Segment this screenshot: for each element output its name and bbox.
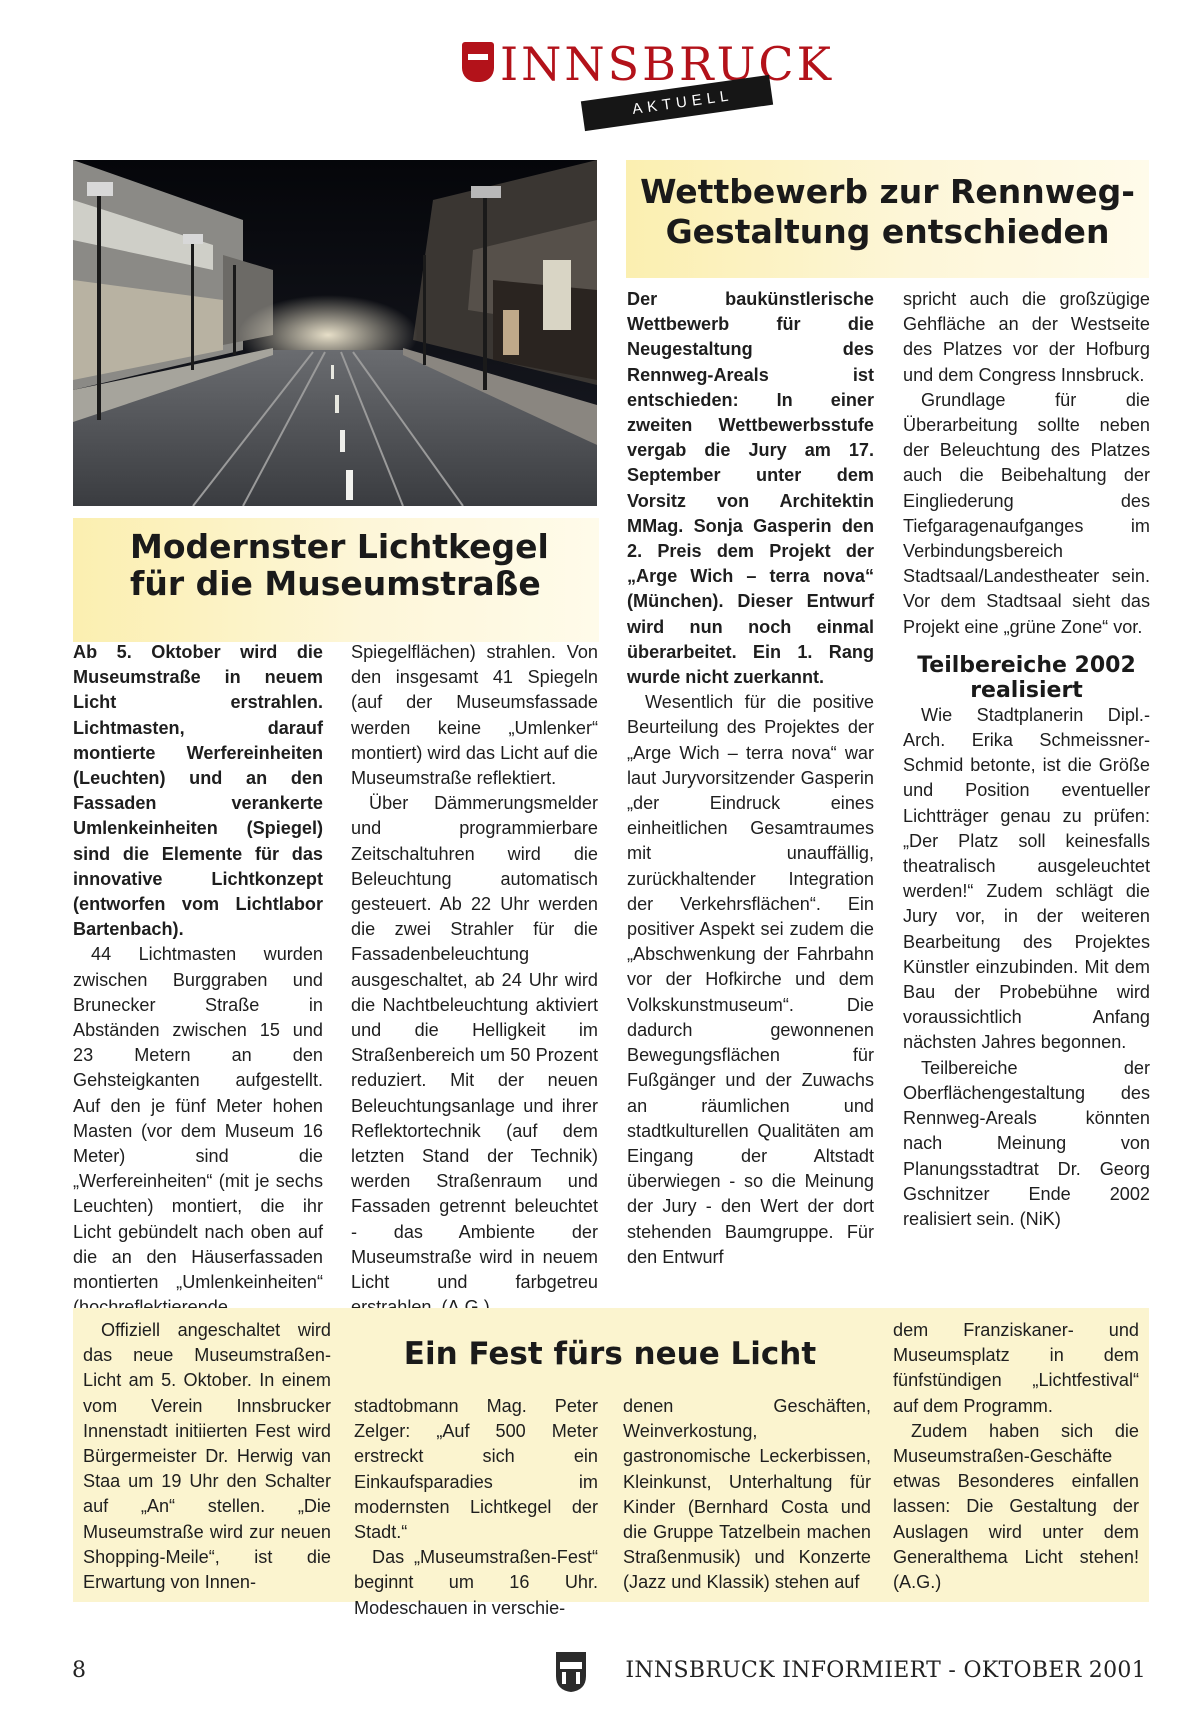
article1-headline xyxy=(130,528,549,602)
article2-paragraph: Wesentlich für die positive Beurteilung des Projektes der „Arge Wich – terra nova“ war laut Juryvorsitzender Gasperin „der Eindruck eines einheitlichen Gesamtraumes mit unauffällig, zurückhaltender Integration der Verkehrsflächen“. Ein positiver Aspekt sei zudem die „Abschwenkung der Fahrbahn vor der Hofkirche und dem Volkskunstmuseum“. Die dadurch gewonnenen Bewegungsflächen für Fußgänger und der Zuwachs an räumlichen und stadtkulturellen Qualitäten am Eingang der Altstadt überwiegen - so die Meinung der Jury - den Wert der dort stehenden Baumgruppe. Für den Entwurf xyxy=(627,692,874,1267)
article1-paragraph: 44 Lichtmasten wurden zwischen Burggraben und Brunecker Straße in Abständen zwischen 15 und 23 Metern an den Gehsteigkanten aufgestellt. Auf den je fünf Meter hohen Masten (vor dem Museum 16 Meter) sind die „Werfereinheiten“ (mit je sechs Leuchten) montiert, die ihr Licht gebündelt nach oben auf die an den Häuserfassaden montierten „Umlenkeinheiten“ xyxy=(73,944,323,1293)
page-number: 8 xyxy=(72,1658,86,1683)
crest-bar xyxy=(468,54,488,60)
article2-paragraph: Grundlage für die Überarbeitung sollte neben der Beleuchtung des Platzes auch die Beibehaltung der Eingliederung des Tiefgaragenaufganges im Verbindungsbereich Stadtsaal/Landestheater sein. Vor dem Stadtsaal sieht das Projekt eine „grüne Zone“ vor. xyxy=(903,389,1150,637)
article3-column2 xyxy=(354,1394,598,1621)
article1-paragraph: Über Dämmerungsmelder und programmierbare Zeitschaltuhren wird die Beleuchtung automatisch gesteuert. Ab 22 Uhr werden die zwei Strahler für die Fassadenbeleuchtung ausgeschaltet, ab 24 Uhr wird die Nachtbeleuchtung aktiviert und die Helligkeit im Straßenbereich um 50 Prozent reduziert. Mit der neuen Beleuchtungsanlage und ihrer Reflektortechnik (auf dem letzten Stand der Technik) werden Straßenraum und Fassaden getrennt beleuchtet - das Ambiente der Museumstraße wird in neuem Licht und farbgetreu xyxy=(351,793,598,1293)
article3-paragraph: Offiziell angeschaltet wird das neue Museumstraßen-Licht am 5. Oktober. In einem vom Verein Innsbrucker Innenstadt initiierten Fest wird Bürgermeister Dr. Herwig van Staa um 19 Uhr den Schalter auf „An“ stellen. „Die Museumstraße wird zur neuen Shopping-Meile“, ist die Erwartung von Innen- xyxy=(83,1320,331,1593)
article3-column4 xyxy=(893,1318,1139,1595)
article3-paragraph: dem Franziskaner- und Museumsplatz in dem fünfstündigen „Lichtfestival“ auf dem Programm. xyxy=(893,1320,1139,1416)
article3-headline: Ein Fest fürs neue Licht xyxy=(403,1336,817,1372)
article1-paragraph: Spiegelflächen) strahlen. Von den insgesamt 41 Spiegeln (auf der Museumsfassade werden keine „Umlenker“ montiert) wird das Licht auf die Museumstraße reflektiert. xyxy=(351,642,598,789)
article3-column1 xyxy=(83,1318,331,1595)
article1-headline-line1: Modernster Lichtkegel xyxy=(130,527,549,566)
article2-subhead-line2: realisiert xyxy=(970,677,1083,703)
article2-lead: Der baukünstlerische Wettbewerb für die Neugestaltung des Rennweg-Areals ist entschieden: In einer zweiten Wettbewerbsstufe vergab die Jury am 17. September unter dem Vorsitz von Architektin MMag. Sonja Gasperin den 2. Preis dem Projekt der „Arge Wich – terra nova“ (München). Dieser Entwurf wird nun noch einmal überarbeitet. Ein 1. Rang wurde nicht zuerkannt. xyxy=(627,289,874,688)
article1-headline-line2: für die Museumstraße xyxy=(130,564,541,603)
article2-column2 xyxy=(903,287,1150,1232)
article1-lead: Ab 5. Oktober wird die Museumstraße in neuem Licht erstrahlen. Lichtmasten, darauf montierte Werfereinheiten (Leuchten) und an den Fassaden verankerte Umlenkeinheiten (Spiegel) sind die Elemente für das innovative Lichtkonzept (entworfen vom Lichtlabor Bartenbach). xyxy=(73,642,323,940)
article3-paragraph: denen Geschäften, Weinverkostung, gastronomische Leckerbissen, Kleinkunst, Unterhaltung für Kinder (Bernhard Costa und die Gruppe Tatzelbein machen Straßenmusik) und Konzerte (Jazz und Klassik) stehen auf xyxy=(623,1396,871,1593)
masthead-sub: AKTUELL xyxy=(631,87,735,118)
street-night-photo xyxy=(73,160,597,506)
article3-paragraph: Das „Museumstraßen-Fest“ beginnt um 16 Uhr. Modeschauen in verschie- xyxy=(354,1547,598,1618)
street-night-photo-svg xyxy=(73,160,597,506)
article2-subhead-line1: Teilbereiche 2002 xyxy=(917,652,1136,678)
article2-paragraph: Wie Stadtplanerin Dipl.-Arch. Erika Schmeissner-Schmid betonte, ist die Größe und Position eventueller Lichtträger genau zu prüfen: „Der Platz soll keinesfalls theatralisch ausgeleuchtet werden!“ Zudem schlägt die Jury vor, in der weiteren Bearbeitung des Projektes Künstler einzubinden. Mit dem Bau der Probebühne wird voraussichtlich Anfang nächsten Jahres begonnen. xyxy=(903,704,1150,1053)
article2-headline-line1: Wettbewerb zur Rennweg- xyxy=(640,172,1135,211)
footer-crest-icon xyxy=(554,1650,588,1694)
city-crest-icon xyxy=(462,42,494,82)
article2-headline-line2: Gestaltung entschieden xyxy=(665,212,1110,251)
article2-subhead xyxy=(903,653,1150,703)
article3-column3 xyxy=(623,1394,871,1596)
article3-paragraph: Zudem haben sich die Museumstraßen-Geschäfte etwas Besonderes einfallen lassen: Die Gestaltung der Auslagen wird unter dem Generalthema Licht stehen! (A.G.) xyxy=(893,1420,1139,1593)
article2-headline xyxy=(626,172,1149,252)
article3-paragraph: stadtobmann Mag. Peter Zelger: „Auf 500 Meter erstreckt sich ein Einkaufsparadies im modernsten Lichtkegel der Stadt.“ xyxy=(354,1396,598,1543)
footer-publication: INNSBRUCK INFORMIERT - OKTOBER 2001 xyxy=(625,1658,1146,1683)
article1-column2 xyxy=(351,640,598,1320)
article2-paragraph: spricht auch die großzügige Gehfläche an der Westseite des Platzes vor der Hofburg und dem Congress Innsbruck. xyxy=(903,289,1150,385)
article2-column1 xyxy=(627,287,874,1270)
masthead-brand: INNSBRUCK xyxy=(500,37,834,91)
masthead xyxy=(462,36,834,126)
article1-column1 xyxy=(73,640,323,1320)
article2-paragraph: Teilbereiche der Oberflächengestaltung des Rennweg-Areals könnten nach Meinung von Planungsstadtrat Dr. Georg Gschnitzer Ende 2002 realisiert sein. (NiK) xyxy=(903,1057,1150,1229)
